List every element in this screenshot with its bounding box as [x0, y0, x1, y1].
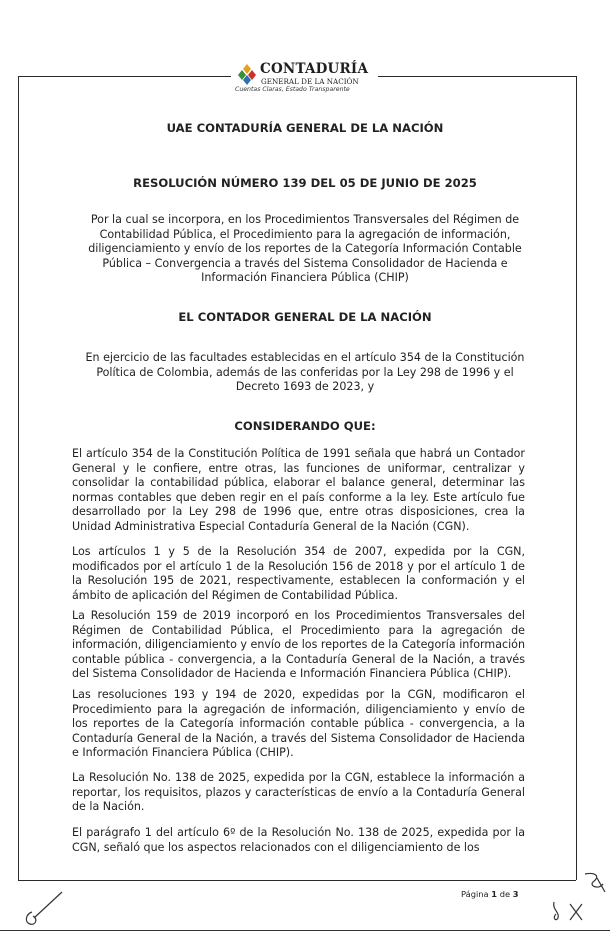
- page-of-label: de: [499, 889, 511, 899]
- page-border-bottom: [18, 880, 576, 881]
- contaduria-emblem-icon: [236, 63, 258, 85]
- authority-title: EL CONTADOR GENERAL DE LA NACIÓN: [178, 310, 432, 324]
- considerando-paragraph: La Resolución No. 138 de 2025, expedida por la CGN, establece la información a reportar, los requisitos, plazos y características de envío a la Contaduría General de la Nación.: [72, 771, 525, 814]
- page-border-left: [18, 76, 19, 880]
- handwritten-initials-right: [550, 898, 590, 924]
- page-border-right: [576, 76, 577, 880]
- page-label: Página: [461, 889, 489, 899]
- page-number: 1: [491, 889, 498, 899]
- page-total: 3: [512, 889, 519, 899]
- subject-line: Pública – Convergencia a través del Sistema Consolidador de Hacienda e: [102, 256, 508, 270]
- authority-statement: [40, 351, 570, 395]
- handwritten-mark-right: [579, 868, 609, 898]
- subject-line: Por la cual se incorpora, en los Procedimientos Transversales del Régimen de: [90, 213, 520, 226]
- authority-line: En ejercicio de las facultades establecidas en el artículo 354 de la Constitución: [85, 351, 525, 364]
- resolution-title: RESOLUCIÓN NÚMERO 139 DEL 05 DE JUNIO DE 2025: [133, 176, 477, 190]
- logo-name: CONTADURÍA: [260, 61, 369, 77]
- authority-line: Política de Colombia, además de las conferidas por la Ley 298 de 1996 y el: [96, 365, 514, 379]
- considerando-paragraph: El artículo 354 de la Constitución Política de 1991 señala que habrá un Contador General y le confiere, entre otras, las funciones de uniformar, centralizar y consolidar la contabilidad pública, elaborar el balance general, determinar las normas contables que deben regir en el país conforme a la ley. Este artículo fue desarrollado por la Ley 298 de 1996 que, entre otras disposiciones, crea la Unidad Administrativa Especial Contaduría General de la Nación (CGN).: [72, 447, 525, 533]
- page-number-footer: [461, 889, 519, 899]
- considerando-paragraph: El parágrafo 1 del artículo 6º de la Resolución No. 138 de 2025, expedida por la CGN, señaló que los aspectos relacionados con el diligenciamiento de los: [72, 826, 525, 854]
- considerando-paragraph: La Resolución 159 de 2019 incorporó en los Procedimientos Transversales del Régimen de Contabilidad Pública, el Procedimiento para la agregación de información, diligenciamiento y envío de los reportes de la Categoría información contable pública - convergencia, a la Contaduría General de la Nación, a través del Sistema Consolidador de Hacienda e Información Financiera Pública (CHIP).: [72, 609, 525, 681]
- contaduria-logo: [234, 60, 374, 96]
- considerando-paragraph: Los artículos 1 y 5 de la Resolución 354 de 2007, expedida por la CGN, modificados por el artículo 1 de la Resolución 156 de 2018 y por el artículo 1 de la Resolución 195 de 2021, respectivamente, establecen la conformación y el ámbito de aplicación del Régimen de Contabilidad Pública.: [72, 545, 525, 602]
- logo-subname: GENERAL DE LA NACIÓN: [261, 77, 359, 86]
- scan-bottom-edge: [0, 930, 610, 931]
- authority-line: Decreto 1693 de 2023, y: [235, 380, 375, 394]
- entity-title: UAE CONTADURÍA GENERAL DE LA NACIÓN: [166, 121, 444, 135]
- subject-line: Contabilidad Pública, el Procedimiento para la agregación de información,: [99, 227, 511, 241]
- handwritten-initial-left: [18, 888, 68, 930]
- considerando-paragraph: Las resoluciones 193 y 194 de 2020, expedidas por la CGN, modificaron el Procedimiento para la agregación de información, diligenciamiento y envío de los reportes de la Categoría información contable pública - convergencia, a la Contaduría General de la Nación, a través del Sistema Consolidador de Hacienda e Información Financiera Pública (CHIP).: [72, 688, 525, 760]
- page-border-top-left: [18, 76, 231, 77]
- considerando-title: CONSIDERANDO QUE:: [234, 419, 376, 433]
- subject-line: diligenciamiento y envío de los reportes de la Categoría Información Contable: [88, 242, 522, 256]
- resolution-subject: [40, 213, 570, 286]
- logo-tagline: Cuentas Claras, Estado Transparente: [235, 86, 350, 93]
- page-border-top-right: [378, 76, 576, 77]
- subject-line: Información Financiera Pública (CHIP): [201, 271, 409, 285]
